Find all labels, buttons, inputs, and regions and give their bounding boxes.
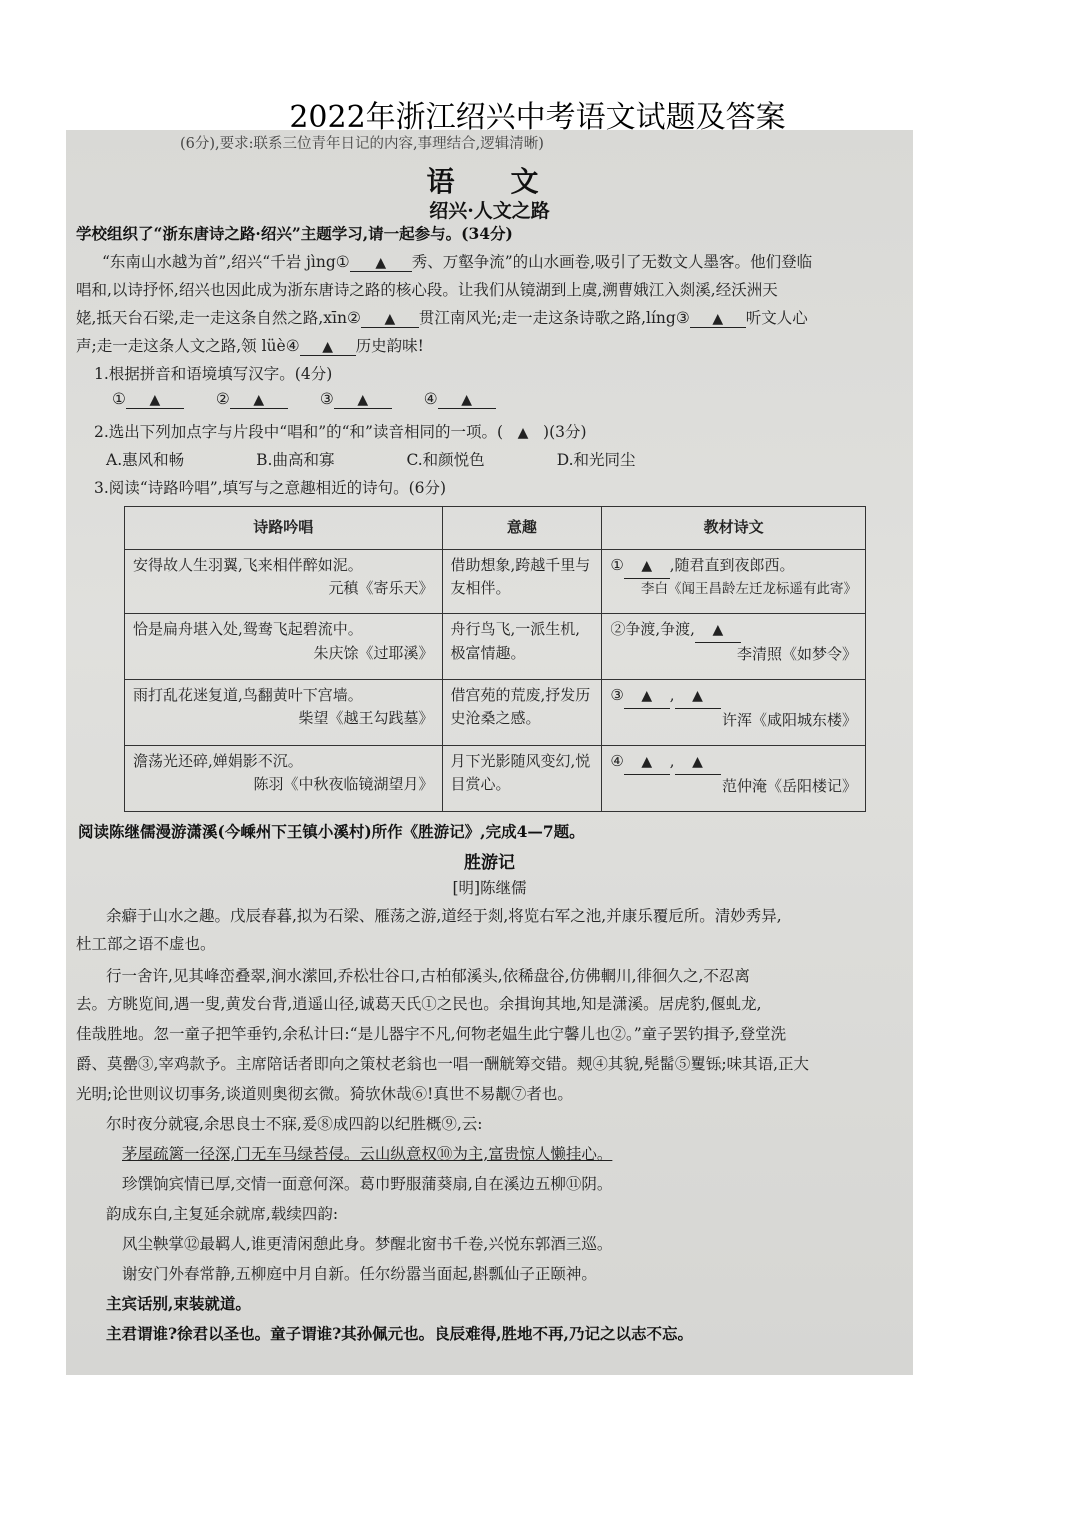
passage-line: 余癖于山水之趣。戊辰春暮,拟为石梁、雁荡之游,道经于剡,将览右军之池,并康乐覆卮所。清妙秀异,: [106, 907, 782, 925]
passage-line: 主君谓谁?徐君以圣也。童子谓谁?其孙佩元也。良辰难得,胜地不再,乃记之以志不忘。: [106, 1324, 693, 1343]
table-header: 教材诗文: [602, 507, 866, 550]
para-line-3: 姥,抵天台石梁,走一走这条自然之路,xīn② ▲ 贯江南风光;走一走这条诗歌之路,líng③ ▲ 听文人心: [76, 309, 808, 327]
q2-options: A.惠风和畅 B.曲高和寡 C.和颜悦色 D.和光同尘: [106, 451, 636, 469]
scanned-exam-page: [66, 130, 913, 1375]
passage-line: 爵、莫罍③,宰鸡款予。主席陪话者即向之策杖老翁也一唱一酬觥筹交错。觌④其貌,髡髷⑤矍铄;味其语,正大: [76, 1055, 810, 1073]
para-line-4: 声;走一走这条人文之路,领 lüè④ ▲ 历史韵味!: [76, 337, 424, 355]
passage-line: 主宾话别,束装就道。: [106, 1294, 251, 1313]
passage-line: 光明;论世则议切事务,谈道则奥彻玄微。猗欤休哉⑥!真世不易觏⑦者也。: [76, 1085, 573, 1103]
passage-line: 韵成东白,主复延余就席,载续四韵:: [106, 1205, 339, 1223]
poem-line: 茅屋疏篱一径深,门无车马绿苔侵。云山纵意权⑩为主,富贵惊人懒挂心。: [122, 1145, 613, 1163]
table-header: 诗路吟唱: [125, 507, 443, 550]
intro-text: 学校组织了“浙东唐诗之路·绍兴”主题学习,请一起参与。(34分): [76, 224, 513, 243]
para-line-1: “东南山水越为首”,绍兴“千岩 jìng① ▲ 秀、万壑争流”的山水画卷,吸引了无数文人墨客。他们登临: [102, 253, 813, 271]
poem-line: 谢安门外春常静,五柳庭中月自新。任尔纷嚣当面起,斟瓢仙子正颐神。: [122, 1265, 597, 1283]
passage-title: 胜游记: [464, 853, 515, 873]
table-row: 恰是扁舟堪入处,鸳鸯飞起碧流中。 朱庆馀《过耶溪》 舟行鸟飞,一派生机,极富情趣。 ②争渡,争渡, ▲ 李清照《如梦令》: [125, 614, 866, 680]
subject-title: 语 文: [426, 165, 553, 198]
poem-table: [124, 506, 866, 812]
para-line-2: 唱和,以诗抒怀,绍兴也因此成为浙东唐诗之路的核心段。让我们从镜湖到上虞,溯曹娥江入剡溪,经沃洲天: [76, 281, 778, 299]
question-2: 2.选出下列加点字与片段中“唱和”的“和”读音相同的一项。( ▲ )(3分): [94, 423, 587, 441]
passage-line: 尔时夜分就寝,余思良士不寐,爰⑧成四韵以纪胜概⑨,云:: [106, 1115, 483, 1133]
table-row: 澹荡光还碎,婵娟影不沉。 陈羽《中秋夜临镜湖望月》 月下光影随风变幻,悦目赏心。 ④ ▲ , ▲ 范仲淹《岳阳楼记》: [125, 746, 866, 812]
section-title: 绍兴·人文之路: [429, 200, 550, 222]
poem-line: 风尘鞅掌⑫最羁人,谁更清闲憩此身。梦醒北窗书千卷,兴悦东郭酒三巡。: [122, 1235, 613, 1253]
document-title: 2022年浙江绍兴中考语文试题及答案: [289, 100, 786, 135]
table-header: 意趣: [442, 507, 602, 550]
cut-off-text: (6分),要求:联系三位青年日记的内容,事理结合,逻辑清晰): [180, 136, 544, 152]
table-row: 雨打乱花迷复道,鸟翻黄叶下宫墙。 柴望《越王勾践墓》 借宫苑的荒废,抒发历史沧桑之感。 ③ ▲ , ▲ 许浑《咸阳城东楼》: [125, 680, 866, 746]
passage-line: 佳哉胜地。忽一童子把竿垂钓,余私计曰:“是儿器宇不凡,何物老媪生此宁馨儿也②。”童子罢钓揖予,登堂洗: [76, 1025, 787, 1043]
question-1: 1.根据拼音和语境填写汉字。(4分): [94, 365, 333, 383]
passage-author: [明]陈继儒: [452, 879, 527, 897]
passage-line: 去。方眺览间,遇一叟,黄发台背,逍遥山径,诚葛天氏①之民也。余揖询其地,知是潇溪。居虎豹,偃虬龙,: [76, 995, 762, 1013]
passage-line: 行一舍许,见其峰峦叠翠,涧水潆回,乔松壮谷口,古柏郁溪头,依稀盘谷,仿佛輞川,徘徊久之,不忍离: [106, 967, 750, 985]
q1-answer-blanks: ① ▲ ② ▲ ③ ▲ ④ ▲: [112, 390, 496, 409]
question-3: 3.阅读“诗路吟唱”,填写与之意趣相近的诗句。(6分): [94, 479, 447, 497]
reading-intro: 阅读陈继儒漫游潇溪(今嵊州下王镇小溪村)所作《胜游记》,完成4—7题。: [78, 822, 585, 841]
passage-line: 杜工部之语不虚也。: [76, 935, 216, 953]
poem-line: 珍馔饷宾情已厚,交情一面意何深。葛巾野服蒲葵扇,自在溪边五柳⑪阴。: [122, 1175, 613, 1193]
table-row: 安得故人生羽翼,飞来相伴醉如泥。 元稹《寄乐天》 借助想象,跨越千里与友相伴。 ① ▲ ,随君直到夜郎西。 李白《闻王昌龄左迁龙标遥有此寄》: [125, 550, 866, 614]
